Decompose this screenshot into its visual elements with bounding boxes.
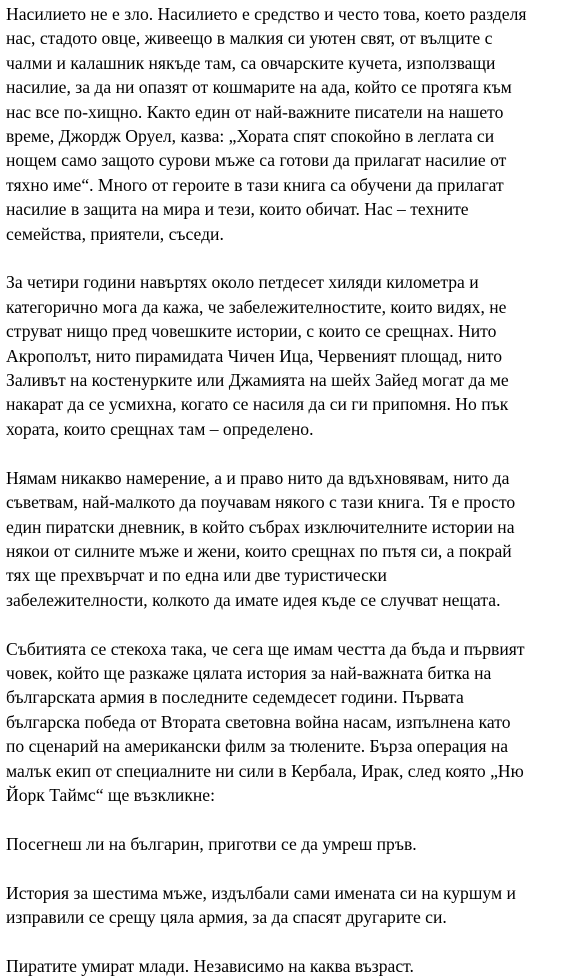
text-line: Акрополът, нито пирамидата Чичен Ица, Червеният площад, нито: [6, 345, 503, 366]
text-line: съветвам, най-малкото да поучавам някого с тази книга. Тя е просто: [6, 492, 516, 513]
text-line: българската армия в последните седемдесет години. Първата: [6, 687, 464, 708]
text-line: някои от силните мъже и жени, които срещнах по пътя си, а покрай: [6, 540, 512, 561]
text-line: Посегнеш ли на българин, приготви се да умреш пръв.: [6, 833, 417, 854]
text-line: Пиратите умират млади. Независимо на каква възраст.: [6, 955, 414, 976]
paragraph-violence: [6, 2, 576, 246]
paragraph-six-men: [6, 881, 576, 930]
text-line: категорично мога да кажа, че забележителностите, които видях, не: [6, 296, 507, 317]
paragraph-gap: [6, 441, 576, 465]
text-line: изправили се срещу цяла армия, за да спасят другарите си.: [6, 906, 447, 927]
paragraph-battle: [6, 637, 576, 808]
paragraph-quote: [6, 832, 576, 856]
text-line: История за шестима мъже, издълбали сами имената си на куршум и: [6, 882, 516, 903]
text-line: Насилието не е зло. Насилието е средство и често това, което разделя: [6, 4, 527, 24]
paragraph-intent: [6, 466, 576, 612]
text-line: време, Джордж Оруел, казва: „Хората спят спокойно в леглата си: [6, 126, 495, 147]
text-line: накарат да се усмихна, когато се насиля да си ги припомня. Но пък: [6, 394, 509, 415]
text-line: нас, стадото овце, живеещо в малкия си уютен свят, от вълците с: [6, 28, 493, 49]
text-line: нощем само защото сурови мъже са готови да прилагат насилие от: [6, 150, 507, 171]
text-line: по сценарий на американски филм за тюлените. Бърза операция на: [6, 736, 509, 757]
text-line: един пиратски дневник, в който събрах изключителните истории на: [6, 516, 515, 537]
text-line: Йорк Таймс“ ще възкликне:: [6, 784, 216, 805]
text-line: Заливът на костенурките или Джамията на шейх Зайед могат да ме: [6, 370, 509, 391]
text-line: тяхно име“. Много от героите в тази книга са обучени да прилагат: [6, 174, 504, 195]
text-line: нас все по-хищно. Както един от най-важните писатели на нашето: [6, 101, 504, 122]
text-line: За четири години навъртях около петдесет хиляди километра и: [6, 272, 479, 293]
text-line: хората, които срещнах там – определено.: [6, 418, 314, 439]
text-line: забележителности, колкото да имате идея къде се случват нещата.: [6, 589, 501, 610]
text-line: Събитията се стекоха така, че сега ще имам честта да бъда и първият: [6, 638, 525, 659]
paragraph-gap: [6, 246, 576, 270]
text-line: българска победа от Втората световна война насам, изпълнена като: [6, 711, 511, 732]
text-line: семейства, приятели, съседи.: [6, 223, 224, 244]
paragraph-gap: [6, 807, 576, 831]
text-line: малък екип от специалните ни сили в Кербала, Ирак, след която „Ню: [6, 760, 524, 781]
paragraph-gap: [6, 612, 576, 636]
document-page: [6, 2, 576, 978]
text-line: човек, който ще разкаже цялата история за най-важната битка на: [6, 662, 492, 683]
text-line: тях ще прехвърчат и по една или две туристически: [6, 565, 387, 586]
paragraph-travels: [6, 270, 576, 441]
paragraph-pirates: [6, 954, 576, 978]
paragraph-gap: [6, 929, 576, 953]
text-line: Нямам никакво намерение, а и право нито да вдъхновявам, нито да: [6, 467, 510, 488]
text-line: чалми и калашник някъде там, са овчарските кучета, използващи: [6, 52, 496, 73]
text-line: насилие, за да ни опазят от кошмарите на ада, който се протяга към: [6, 77, 512, 98]
text-line: струват нищо пред човешките истории, с които се срещнах. Нито: [6, 321, 497, 342]
text-line: насилие в защита на мира и тези, които обичат. Нас – техните: [6, 199, 469, 220]
